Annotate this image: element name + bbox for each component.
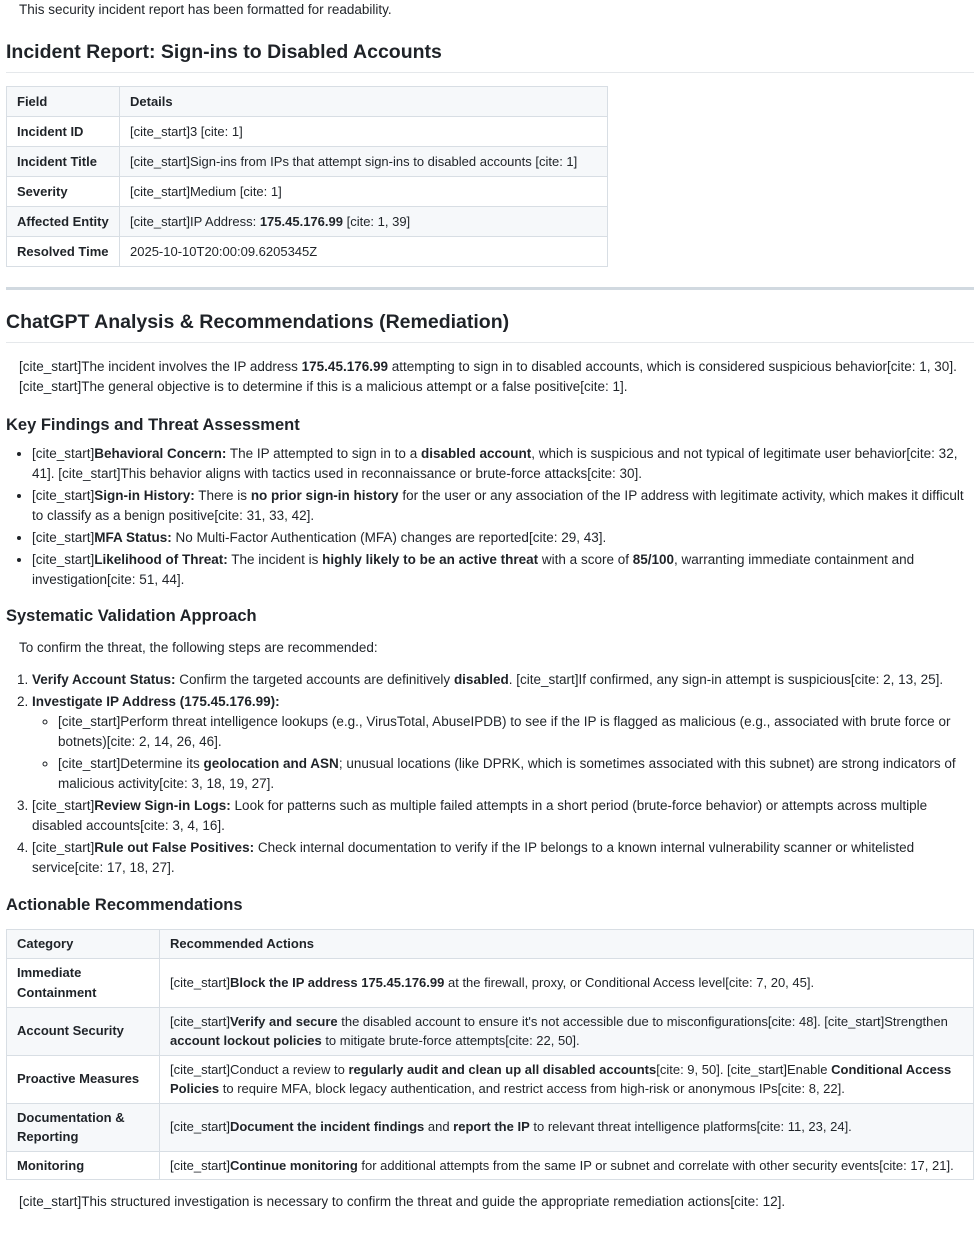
list-item: 2. Investigate IP Address (175.45.176.99): ◦ [cite_start]Perform threat intelligence lookups (e.g., VirusTotal, AbuseIPDB) to see if the IP is flagged as malicious (e.g., associated with brute force or botnets)[cite: 2, 14, 26, 46]. ◦ [cite_start]Determine its geolocation and ASN; unusual locations (like DPRK, which is sometimes associated with this subnet) are strong indicators of malicious activity[cite: 3, 18, 19, 27]. — [32, 692, 974, 794]
field-value: [cite_start]Medium [cite: 1] — [120, 177, 608, 207]
validation-lead: To confirm the threat, the following steps are recommended: — [19, 640, 378, 655]
field-value: [cite_start]IP Address: 175.45.176.99 [cite: 1, 39] — [120, 207, 608, 237]
table-row — [7, 1007, 974, 1055]
column-header-category: Category — [7, 930, 160, 959]
table-row — [7, 177, 608, 207]
validation-title: Systematic Validation Approach — [6, 607, 257, 625]
list-item: 4. [cite_start]Rule out False Positives: Check internal documentation to verify if the IP belongs to a known internal vulnerability scanner or whitelisted service[cite: 17, 18, 27]. — [32, 838, 974, 878]
field-value: [cite_start]3 [cite: 1] — [120, 117, 608, 147]
table-row — [7, 117, 608, 147]
list-item: 3. [cite_start]Review Sign-in Logs: Look for patterns such as multiple failed attempts in a short period (brute-force behavior) or attempts across multiple disabled accounts[cite: 3, 4, 16]. — [32, 796, 974, 836]
category-cell: Documentation & Reporting — [7, 1103, 160, 1151]
list-item: 1. Verify Account Status: Confirm the targeted accounts are definitively disabled. [cite_start]If confirmed, any sign-in attempt is suspicious[cite: 2, 13, 25]. — [32, 670, 974, 690]
table-header-row — [7, 87, 608, 117]
list-item: • [cite_start]Behavioral Concern: The IP attempted to sign in to a disabled account, which is suspicious and not typical of legitimate user behavior[cite: 32, 41]. [cite_start]This behavior aligns with tactics used in reconnaissance or brute-force attacks[cite: 30]. — [32, 444, 974, 484]
section-divider — [6, 287, 974, 290]
table-row — [7, 958, 974, 1007]
table-row — [7, 1103, 974, 1151]
field-value: [cite_start]Sign-ins from IPs that attempt sign-ins to disabled accounts [cite: 1] — [120, 147, 608, 177]
actions-cell: [cite_start]Block the IP address 175.45.176.99 at the firewall, proxy, or Conditional Access level[cite: 7, 20, 45]. — [160, 958, 974, 1007]
intro-note: This security incident report has been formatted for readability. — [19, 2, 392, 17]
field-label: Incident Title — [7, 147, 120, 177]
list-item: • [cite_start]MFA Status: No Multi-Factor Authentication (MFA) changes are reported[cite: 29, 43]. — [32, 528, 974, 548]
category-cell: Immediate Containment — [7, 958, 160, 1007]
table-row — [7, 147, 608, 177]
list-item: • [cite_start]Likelihood of Threat: The incident is highly likely to be an active threat with a score of 85/100, warranting immediate containment and investigation[cite: 51, 44]. — [32, 550, 974, 590]
sub-list — [32, 712, 974, 794]
list-item: ◦ [cite_start]Perform threat intelligence lookups (e.g., VirusTotal, AbuseIPDB) to see if the IP is flagged as malicious (e.g., associated with brute force or botnets)[cite: 2, 14, 26, 46]. — [58, 712, 974, 752]
findings-list — [6, 444, 974, 590]
actions-cell: [cite_start]Verify and secure the disabled account to ensure it's not accessible due to misconfigurations[cite: 48]. [cite_start]Strengthen account lockout policies to mitigate brute-force attempts[cite: 22, 50]. — [160, 1007, 974, 1055]
column-header-field: Field — [7, 87, 120, 117]
findings-title: Key Findings and Threat Assessment — [6, 416, 300, 434]
field-label: Severity — [7, 177, 120, 207]
table-row — [7, 1151, 974, 1180]
column-header-details: Details — [120, 87, 608, 117]
field-label: Resolved Time — [7, 237, 120, 267]
table-row — [7, 1055, 974, 1103]
closing-note: [cite_start]This structured investigation is necessary to confirm the threat and guide the appropriate remediation actions[cite: 12]. — [19, 1194, 786, 1209]
field-value: 2025-10-10T20:00:09.6205345Z — [120, 237, 608, 267]
table-row — [7, 207, 608, 237]
analysis-summary: [cite_start]The incident involves the IP address 175.45.176.99 attempting to sign in to disabled accounts, which is considered suspicious behavior[cite: 1, 30]. [cite_start]The general objective is to determine if this is a malicious attempt or a false positive[cite: 1]. — [19, 359, 957, 394]
validation-steps — [6, 670, 974, 878]
recommendations-title: Actionable Recommendations — [6, 896, 243, 914]
recommendations-table — [6, 929, 974, 1180]
analysis-title: ChatGPT Analysis & Recommendations (Remediation) — [6, 309, 974, 343]
actions-cell: [cite_start]Document the incident findings and report the IP to relevant threat intelligence platforms[cite: 11, 23, 24]. — [160, 1103, 974, 1151]
table-row — [7, 237, 608, 267]
field-label: Affected Entity — [7, 207, 120, 237]
category-cell: Monitoring — [7, 1151, 160, 1180]
category-cell: Account Security — [7, 1007, 160, 1055]
list-item: • [cite_start]Sign-in History: There is no prior sign-in history for the user or any association of the IP address with legitimate activity, which makes it difficult to classify as a benign positive[cite: 31, 33, 42]. — [32, 486, 974, 526]
report-title: Incident Report: Sign-ins to Disabled Accounts — [6, 39, 974, 73]
actions-cell: [cite_start]Conduct a review to regularly audit and clean up all disabled accounts[cite: 9, 50]. [cite_start]Enable Conditional Access Policies to require MFA, block legacy authentication, and restrict access from high-risk or anonymous IPs[cite: 8, 22]. — [160, 1055, 974, 1103]
field-label: Incident ID — [7, 117, 120, 147]
incident-details-table — [6, 86, 608, 267]
column-header-actions: Recommended Actions — [160, 930, 974, 959]
list-item: ◦ [cite_start]Determine its geolocation and ASN; unusual locations (like DPRK, which is sometimes associated with this subnet) are strong indicators of malicious activity[cite: 3, 18, 19, 27]. — [58, 754, 974, 794]
table-header-row — [7, 930, 974, 959]
actions-cell: [cite_start]Continue monitoring for additional attempts from the same IP or subnet and correlate with other security events[cite: 17, 21]. — [160, 1151, 974, 1180]
category-cell: Proactive Measures — [7, 1055, 160, 1103]
